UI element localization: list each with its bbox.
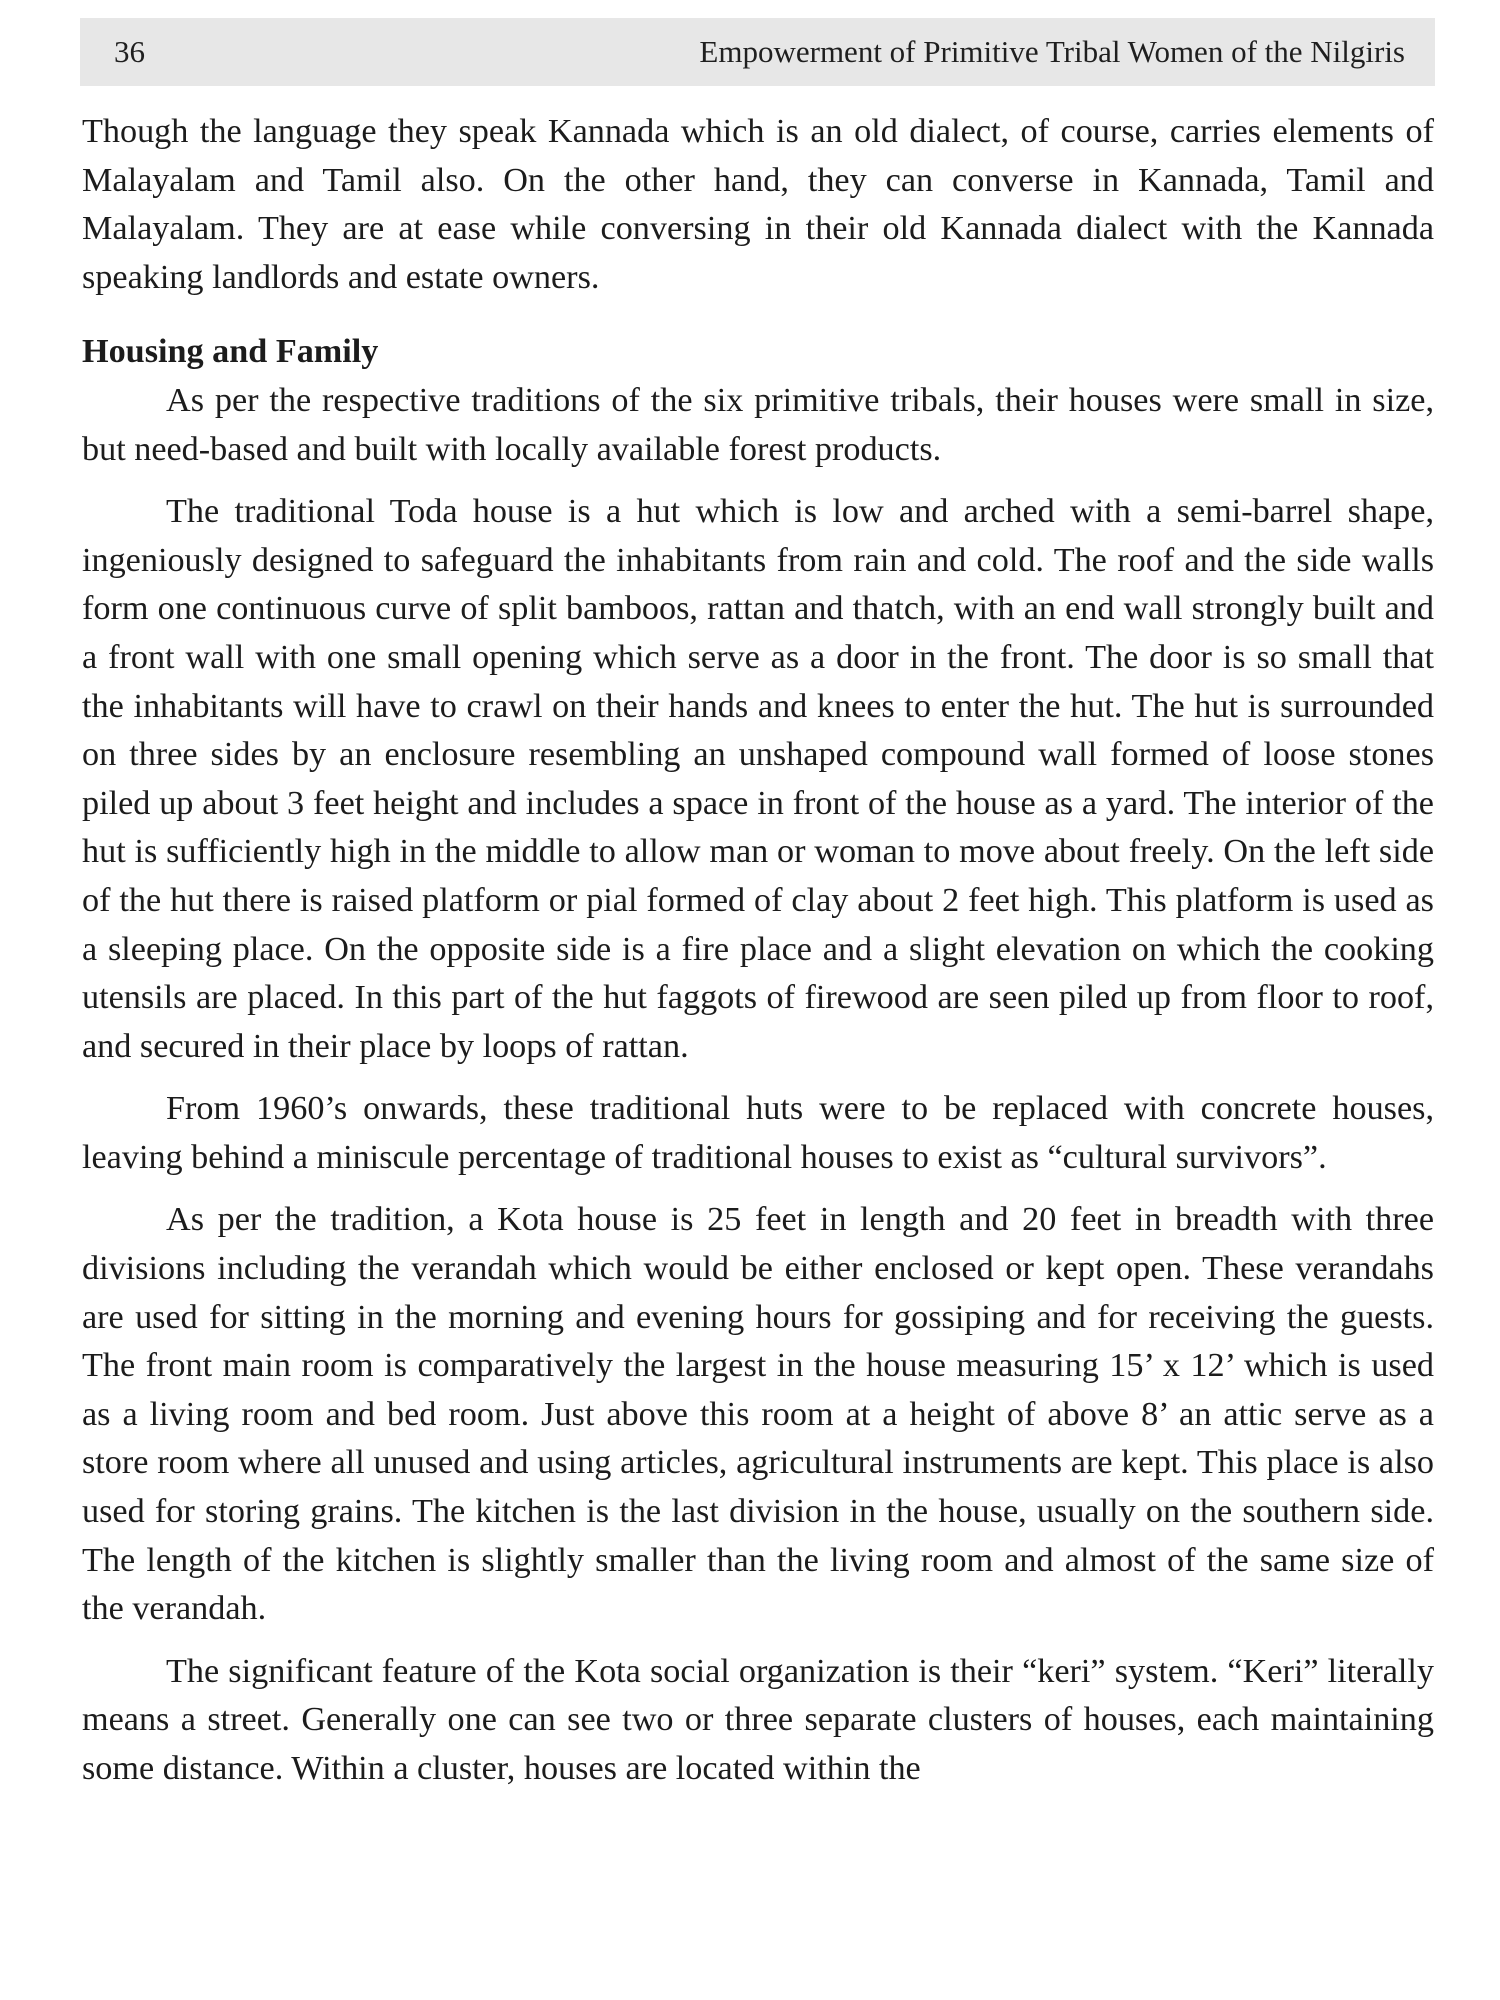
paragraph-keri-system: The significant feature of the Kota social organization is their “keri” system. “Keri” literally means a street. Generally one can see two or three separate clusters of houses, each maintaining some distance. Within a cluster, houses are located within the: [82, 1652, 1434, 1787]
page-number: 36: [114, 34, 145, 69]
paragraph-concrete-houses: From 1960’s onwards, these traditional huts were to be replaced with concrete houses, leaving behind a miniscule percentage of traditional houses to exist as “cultural survivors”.: [82, 1090, 1434, 1176]
paragraph-kota-house: As per the tradition, a Kota house is 25 feet in length and 20 feet in breadth with three divisions including the verandah which would be either enclosed or kept open. These verandahs are used for sitting in the morning and evening hours for gossiping and for receiving the guests. The front main room is comparatively the largest in the house measuring 15’ x 12’ which is used as a living room and bed room. Just above this room at a height of above 8’ an attic serve as a store room where all unused and using articles, agricultural instruments are kept. This place is also used for storing grains. The kitchen is the last division in the house, usually on the southern side. The length of the kitchen is slightly smaller than the living room and almost of the same size of the verandah.: [82, 1201, 1434, 1628]
page-body: [82, 108, 1434, 1794]
running-title: Empowerment of Primitive Tribal Women of the Nilgiris: [699, 34, 1405, 69]
intro-paragraph: Though the language they speak Kannada which is an old dialect, of course, carries elements of Malayalam and Tamil also. On the other hand, they can converse in Kannada, Tamil and Malayalam. They are at ease while conversing in their old Kannada dialect with the Kannada speaking landlords and estate owners.: [82, 113, 1434, 296]
section-heading: Housing and Family: [82, 333, 379, 371]
paragraph-housing-intro: As per the respective traditions of the six primitive tribals, their houses were small in size, but need-based and built with locally available forest products.: [82, 381, 1434, 468]
paragraph-toda-house: The traditional Toda house is a hut which is low and arched with a semi-barrel shape, ingeniously designed to safeguard the inhabitants from rain and cold. The roof and the side walls form one continuous curve of split bamboos, rattan and thatch, with an end wall strongly built and a front wall with one small opening which serve as a door in the front. The door is so small that the inhabitants will have to crawl on their hands and knees to enter the hut. The hut is surrounded on three sides by an enclosure resembling an unshaped compound wall formed of loose stones piled up about 3 feet height and includes a space in front of the house as a yard. The interior of the hut is sufficiently high in the middle to allow man or woman to move about freely. On the left side of the hut there is raised platform or pial formed of clay about 2 feet high. This platform is used as a sleeping place. On the opposite side is a fire place and a slight elevation on which the cooking utensils are placed. In this part of the hut faggots of firewood are seen piled up from floor to roof, and secured in their place by loops of rattan.: [82, 493, 1434, 1065]
running-header: [80, 18, 1435, 86]
